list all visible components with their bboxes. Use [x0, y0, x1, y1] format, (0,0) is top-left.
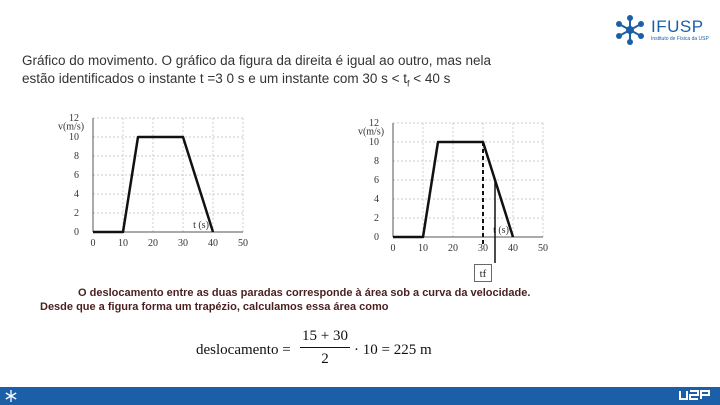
- x-tick-label: 40: [208, 238, 218, 249]
- y-tick-label: 4: [74, 189, 79, 200]
- y-tick-label: 0: [374, 232, 379, 243]
- formula-lhs: deslocamento =: [196, 342, 291, 358]
- formula-numerator: 15 + 30: [302, 328, 348, 344]
- velocity-chart-right: [355, 105, 555, 265]
- x-tick-label: 10: [418, 243, 428, 254]
- y-tick-label: 6: [374, 175, 379, 186]
- x-tick-label: 40: [508, 243, 518, 254]
- ifusp-small-icon: [4, 389, 18, 403]
- x-tick-label: 20: [448, 243, 458, 254]
- logo-text: IFUSP: [651, 17, 704, 36]
- y-tick-label: 8: [374, 156, 379, 167]
- y-tick-label: 12: [369, 118, 379, 129]
- y-axis-label: v(m/s): [357, 126, 385, 138]
- intro-line-2-end: < 40 s: [409, 71, 451, 86]
- y-axis-label: v(m/s): [57, 121, 85, 133]
- velocity-chart-left: [55, 100, 255, 260]
- formula-fraction: [300, 328, 350, 368]
- y-tick-label: 2: [74, 208, 79, 219]
- tf-marker-text: tf: [479, 268, 487, 280]
- footer-bar: [0, 387, 720, 405]
- x-tick-label: 0: [90, 238, 96, 249]
- y-tick-label: 2: [374, 213, 379, 224]
- formula-rhs: · 10 = 225 m: [354, 342, 432, 358]
- note-line-2: Desde que a figura forma um trapézio, calculamos essa área como: [40, 301, 389, 313]
- x-tick-label: 10: [118, 238, 128, 249]
- y-tick-label: 4: [374, 194, 379, 205]
- note-line-1: O deslocamento entre as duas paradas corresponde à área sob a curva da velocidade.: [78, 287, 531, 299]
- intro-text: [22, 52, 622, 93]
- x-tick-label: 50: [538, 243, 548, 254]
- intro-subscript: f: [406, 78, 410, 89]
- y-tick-label: 0: [74, 227, 79, 238]
- x-tick-label: 30: [178, 238, 188, 249]
- intro-line-1: Gráfico do movimento. O gráfico da figura da direita é igual ao outro, mas nela: [22, 53, 491, 68]
- ifusp-logo-icon: [612, 12, 648, 48]
- y-tick-label: 12: [69, 113, 79, 124]
- intro-line-2: estão identificados o instante t =3 0 s e um instante com 30 s < t: [22, 71, 407, 86]
- x-tick-label: 0: [390, 243, 396, 254]
- y-tick-label: 10: [69, 132, 79, 143]
- x-axis-label: t (s): [493, 225, 509, 236]
- y-tick-label: 6: [74, 170, 79, 181]
- explanation-note: [40, 286, 640, 314]
- formula-denominator: 2: [321, 351, 329, 367]
- x-axis-label: t (s): [193, 220, 209, 231]
- usp-logo-icon: [676, 388, 714, 404]
- y-tick-label: 10: [369, 137, 379, 148]
- x-tick-label: 20: [148, 238, 158, 249]
- y-tick-label: 8: [74, 151, 79, 162]
- x-tick-label: 50: [238, 238, 248, 249]
- x-tick-label: 30: [478, 243, 488, 254]
- tf-marker-label: [474, 264, 492, 282]
- logo-subtitle: Instituto de Física da USP: [651, 36, 709, 42]
